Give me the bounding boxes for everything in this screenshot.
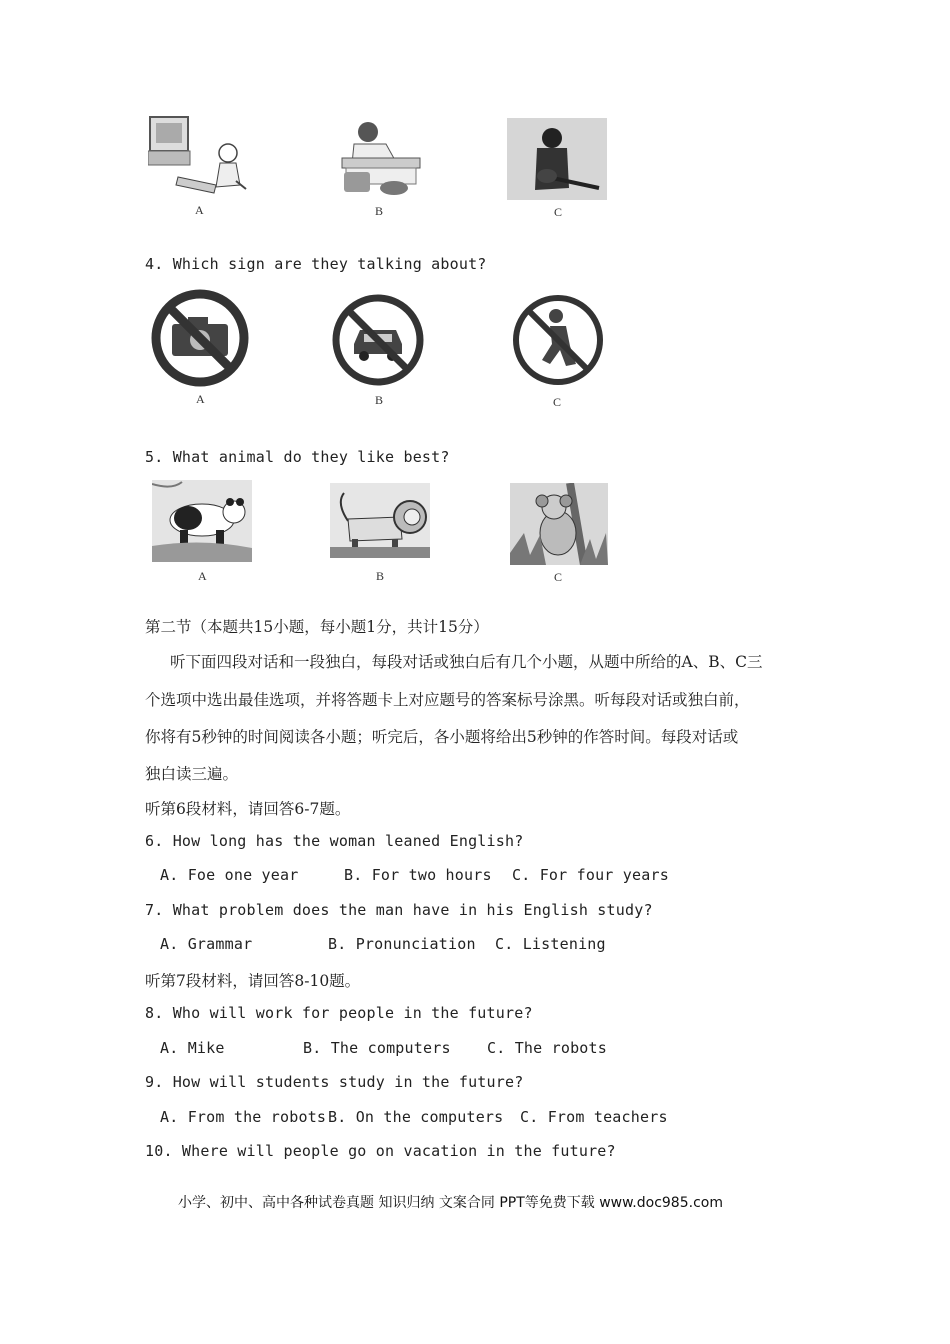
no-car-sign-icon bbox=[330, 292, 426, 388]
q4-label-a: A bbox=[196, 392, 205, 406]
footer-text: 小学、初中、高中各种试卷真题 知识归纳 文案合同 PPT等免费下载 www.doc985.com bbox=[178, 1195, 723, 1211]
no-camera-sign-icon bbox=[150, 288, 250, 388]
lion-icon bbox=[330, 483, 430, 558]
q9-option-c: C. From teachers bbox=[520, 1108, 668, 1126]
q8-option-c: C. The robots bbox=[487, 1039, 607, 1057]
q9-option-b: B. On the computers bbox=[328, 1108, 504, 1126]
q4-label-b: B bbox=[375, 393, 384, 407]
q4-image-b bbox=[330, 292, 426, 388]
q5-image-c bbox=[510, 483, 608, 565]
panda-icon bbox=[152, 480, 252, 562]
man-playing-guitar-icon bbox=[507, 118, 607, 200]
q5-label-c: C bbox=[554, 570, 563, 584]
q4-label-c: C bbox=[553, 395, 562, 409]
q6-option-c: C. For four years bbox=[512, 866, 669, 884]
q4-image-a bbox=[150, 288, 250, 388]
q3-label-b: B bbox=[375, 204, 384, 218]
q5-image-b bbox=[330, 483, 430, 558]
q5-label-b: B bbox=[376, 569, 385, 583]
q8-option-b: B. The computers bbox=[303, 1039, 451, 1057]
boy-watching-tv-icon bbox=[148, 115, 248, 200]
q3-label-a: A bbox=[195, 203, 204, 217]
q6-option-a: A. Foe one year bbox=[160, 866, 299, 884]
q9-question: 9. How will students study in the future? bbox=[145, 1073, 524, 1091]
instructions-line-2: 个选项中选出最佳选项，并将答题卡上对应题号的答案标号涂黑。听每段对话或独白前， bbox=[145, 691, 750, 709]
q7-option-a: A. Grammar bbox=[160, 935, 253, 953]
material-7-note: 听第7段材料，请回答8-10题。 bbox=[145, 972, 361, 990]
q5-image-a bbox=[152, 480, 252, 562]
q3-image-b bbox=[338, 118, 423, 198]
q5-question: 5. What animal do they like best? bbox=[145, 448, 450, 466]
q4-question: 4. Which sign are they talking about? bbox=[145, 255, 487, 273]
material-6-note: 听第6段材料，请回答6-7题。 bbox=[145, 800, 351, 818]
q4-image-c bbox=[510, 292, 606, 388]
q10-question: 10. Where will people go on vacation in the future? bbox=[145, 1142, 616, 1160]
q3-image-c bbox=[507, 118, 607, 200]
boy-doing-homework-icon bbox=[338, 118, 423, 198]
instructions-line-1: 听下面四段对话和一段独白，每段对话或独白后有几个小题，从题中所给的A、B、C三 bbox=[170, 653, 763, 671]
q7-option-b: B. Pronunciation bbox=[328, 935, 476, 953]
instructions-line-3: 你将有5秒钟的时间阅读各小题；听完后，各小题将给出5秒钟的作答时间。每段对话或 bbox=[145, 728, 739, 746]
q5-label-a: A bbox=[198, 569, 207, 583]
q8-question: 8. Who will work for people in the future? bbox=[145, 1004, 533, 1022]
q3-image-a bbox=[148, 115, 248, 200]
koala-icon bbox=[510, 483, 608, 565]
q7-question: 7. What problem does the man have in his English study? bbox=[145, 901, 653, 919]
no-walking-sign-icon bbox=[510, 292, 606, 388]
q7-option-c: C. Listening bbox=[495, 935, 606, 953]
q8-option-a: A. Mike bbox=[160, 1039, 225, 1057]
q6-question: 6. How long has the woman leaned English? bbox=[145, 832, 524, 850]
q3-label-c: C bbox=[554, 205, 563, 219]
section2-heading: 第二节（本题共15小题，每小题1分，共计15分） bbox=[145, 618, 489, 636]
q6-option-b: B. For two hours bbox=[344, 866, 492, 884]
instructions-line-4: 独白读三遍。 bbox=[145, 765, 239, 783]
q9-option-a: A. From the robots bbox=[160, 1108, 327, 1126]
